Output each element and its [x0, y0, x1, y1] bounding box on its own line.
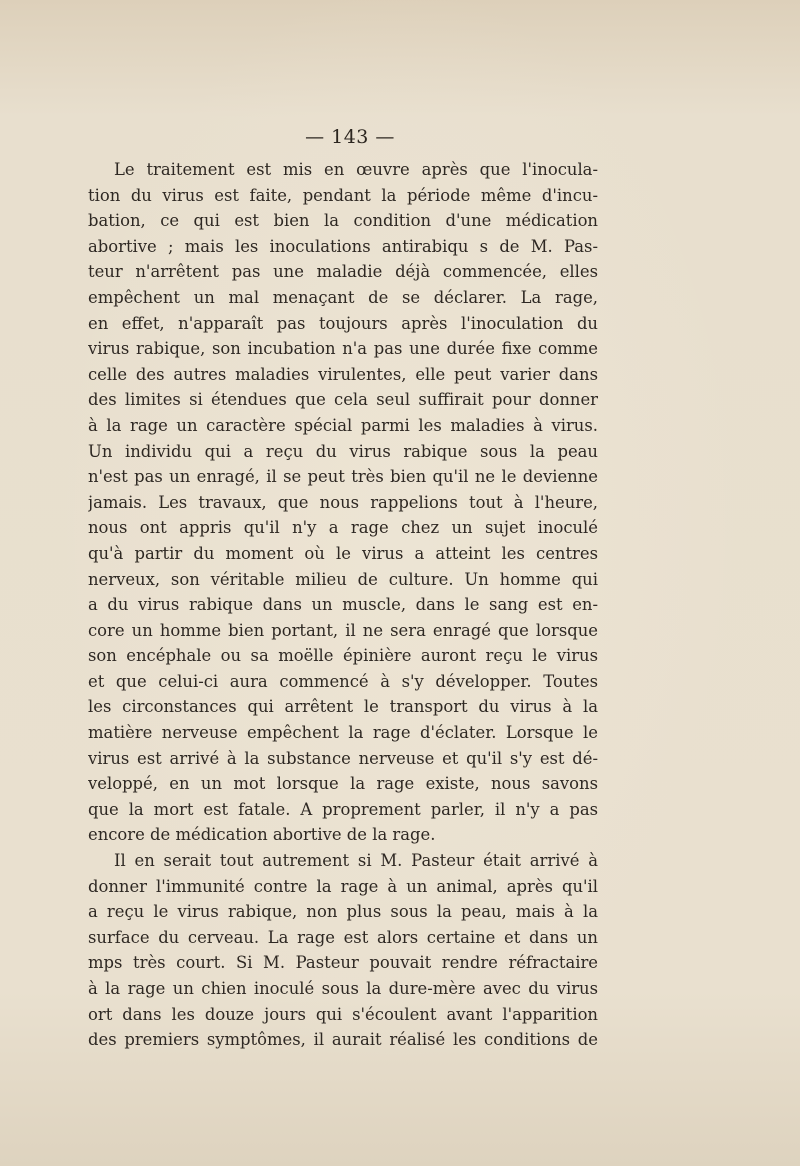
text-line: que la mort est fatale. A proprement parler, il n'y a pas: [88, 799, 598, 819]
text-line: veloppé, en un mot lorsque la rage existe, nous savons: [88, 774, 598, 794]
text-line: virus est arrivé à la substance nerveuse et qu'il s'y est dé-: [88, 748, 598, 768]
text-line: virus rabique, son incubation n'a pas une durée fixe comme: [88, 339, 598, 359]
text-line: a reçu le virus rabique, non plus sous la peau, mais à la: [88, 902, 598, 922]
text-line: Un individu qui a reçu du virus rabique sous la peau: [88, 441, 598, 461]
text-line: des limites si étendues que cela seul suffirait pour donner: [88, 390, 598, 410]
text-line: nerveux, son véritable milieu de culture. Un homme qui: [88, 569, 598, 589]
text-line: encore de médication abortive de la rage.: [88, 825, 436, 845]
text-line: jamais. Les travaux, que nous rappelions tout à l'heure,: [88, 492, 598, 512]
text-line: des premiers symptômes, il aurait réalisé les conditions de: [88, 1030, 598, 1050]
page-number: — 143 —: [305, 126, 395, 148]
text-line: empêchent un mal menaçant de se déclarer. La rage,: [88, 287, 598, 307]
text-line: son encéphale ou sa moëlle épinière auront reçu le virus: [88, 646, 598, 666]
text-line: à la rage un caractère spécial parmi les maladies à virus.: [88, 415, 598, 435]
text-line: mps très court. Si M. Pasteur pouvait rendre réfractaire: [88, 953, 598, 973]
text-line: teur n'arrêtent pas une maladie déjà commencée, elles: [88, 262, 598, 282]
text-line: à la rage un chien inoculé sous la dure-mère avec du virus: [88, 979, 598, 998]
text-line: nous ont appris qu'il n'y a rage chez un sujet inoculé: [88, 518, 598, 538]
text-line: Il en serait tout autrement si M. Pasteur était arrivé à: [114, 851, 598, 871]
text-line: bation, ce qui est bien la condition d'une médication: [88, 211, 598, 231]
text-line: a du virus rabique dans un muscle, dans le sang est en-: [88, 595, 598, 615]
text-line: en effet, n'apparaît pas toujours après l'inoculation du: [88, 313, 598, 333]
text-line: abortive ; mais les inoculations antirabiqu s de M. Pas-: [88, 236, 598, 256]
text-line: et que celui-ci aura commencé à s'y développer. Toutes: [88, 671, 598, 691]
text-line: n'est pas un enragé, il se peut très bien qu'il ne le devienne: [88, 467, 598, 487]
text-line: qu'à partir du moment où le virus a atteint les centres: [88, 543, 598, 563]
text-line: ort dans les douze jours qui s'écoulent avant l'apparition: [88, 1004, 598, 1024]
text-line: donner l'immunité contre la rage à un animal, après qu'il: [88, 876, 598, 896]
text-line: tion du virus est faite, pendant la période même d'incu-: [88, 185, 598, 205]
text-line: Le traitement est mis en œuvre après que l'inocula-: [114, 160, 598, 179]
body-text: [88, 157, 598, 1053]
text-line: matière nerveuse empêchent la rage d'éclater. Lorsque le: [88, 723, 598, 743]
text-line: core un homme bien portant, il ne sera enragé que lorsque: [88, 620, 598, 640]
text-line: celle des autres maladies virulentes, elle peut varier dans: [88, 364, 598, 384]
text-line: surface du cerveau. La rage est alors certaine et dans un: [88, 927, 598, 947]
text-line: les circonstances qui arrêtent le transport du virus à la: [88, 697, 598, 717]
